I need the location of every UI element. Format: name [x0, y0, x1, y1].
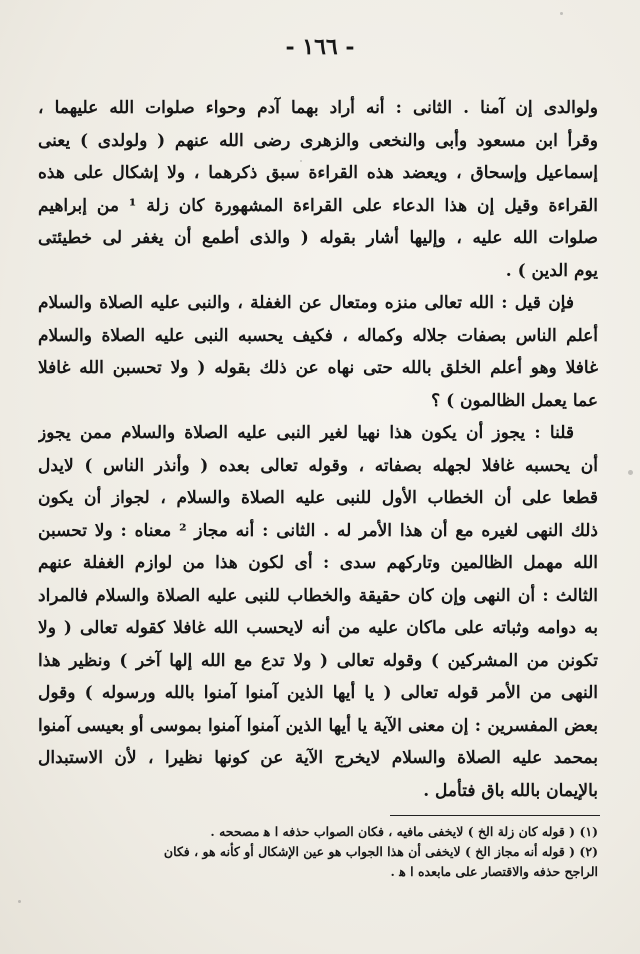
text-line: الله مهمل الظالمين وتاركهم سدى : أى لكون هذا من لوازم الغفلة عنهم: [38, 553, 598, 573]
text-line: أعلم الناس بصفات جلاله وكماله ، فكيف يحسبه النبى عليه الصلاة والسلام: [38, 325, 598, 346]
text-line: الثالث : أن النهى وإن كان حقيقة والخطاب للنبى عليه الصلاة والسلام فالمراد: [38, 585, 598, 606]
text-line: تكونن من المشركين ) وقوله تعالى ( ولا تدع مع الله إلها آخر ) ونظير هذا: [38, 650, 598, 671]
text-line: إسماعيل وإسحاق ، ويعضد هذه القراءة سبق ذكرهما ، ولا إشكال على هذه: [38, 163, 598, 183]
text-line: النهى من الأمر قوله تعالى ( يا أيها الذين آمنوا آمنوا بالله ورسوله ) وقول: [38, 683, 598, 703]
text-line: بعض المفسرين : إن معنى الآية يا أيها الذين آمنوا آمنوا بموسى أو بعيسى آمنوا: [38, 715, 598, 736]
page-number: - ١٦٦ -: [285, 34, 355, 60]
text-line: قلنا : يجوز أن يكون هذا نهيا لغير النبى عليه الصلاة والسلام ممن يجوز: [38, 423, 574, 443]
text-line: ذلك النهى لغيره مع أن هذا الأمر له . الثانى : أنه مجاز ² معناه : ولا تحسبن: [38, 520, 598, 541]
text-line: بمحمد عليه الصلاة والسلام لايخرج الآية عن كونها نظيرا ، لأن الاستبدال: [38, 748, 598, 768]
text-line: القراءة وقيل إن هذا الدعاء على القراءة المشهورة كان زلة ¹ من إبراهيم: [38, 195, 598, 216]
text-line: صلوات الله عليه ، وإليها أشار بقوله ( والذى أطمع أن يغفر لى خطيئتى: [38, 228, 598, 248]
text-line: فإن قيل : الله تعالى منزه ومتعال عن الغفلة ، والنبى عليه الصلاة والسلام: [38, 293, 574, 313]
footnotes: [38, 822, 598, 882]
text-line: قطعا على أن الخطاب الأول للنبى عليه الصلاة والسلام ، لجواز أن يكون: [38, 488, 598, 508]
footnote: الراجح حذفه والاقتصار على مابعده ا ﻫ .: [390, 864, 598, 879]
text-line: غافلا وهو أعلم الخلق بالله حتى نهاه عن ذلك بقوله ( ولا تحسبن الله غافلا: [38, 358, 598, 378]
scan-speck: [300, 160, 302, 162]
text-line: يوم الدين ) .: [505, 260, 598, 281]
text-line: ولوالدى إن آمنا . الثانى : أنه أراد بهما آدم وحواء صلوات الله عليهما ،: [38, 98, 598, 118]
footnote-separator: [390, 815, 600, 816]
scan-speck: [18, 900, 21, 903]
footnote: (٢) ( قوله أنه مجاز الخ ) لايخفى أن هذا الجواب هو عين الإشكال أو كأنه هو ، فكان: [163, 844, 598, 859]
text-line: بالإيمان بالله باق فتأمل .: [423, 780, 598, 801]
text-line: به دوامه وثباته على ماكان عليه من أنه لايحسب الله غافلا كقوله تعالى ( ولا: [38, 618, 598, 638]
main-text-body: [38, 92, 598, 807]
text-line: وقرأ ابن مسعود وأبى والنخعى والزهرى رضى الله عنهم ( ولولدى ) يعنى: [38, 130, 598, 151]
scan-speck: [560, 12, 563, 15]
footnote: (١) ( قوله كان زلة الخ ) لايخفى مافيه ، فكان الصواب حذفه ا ﻫ مصححه .: [210, 824, 598, 839]
text-line: عما يعمل الظالمون ) ؟: [431, 390, 598, 411]
text-line: أن يحسبه غافلا لجهله بصفاته ، وقوله تعالى بعده ( وأنذر الناس ) لايدل: [38, 455, 598, 476]
scan-speck: [628, 470, 633, 475]
